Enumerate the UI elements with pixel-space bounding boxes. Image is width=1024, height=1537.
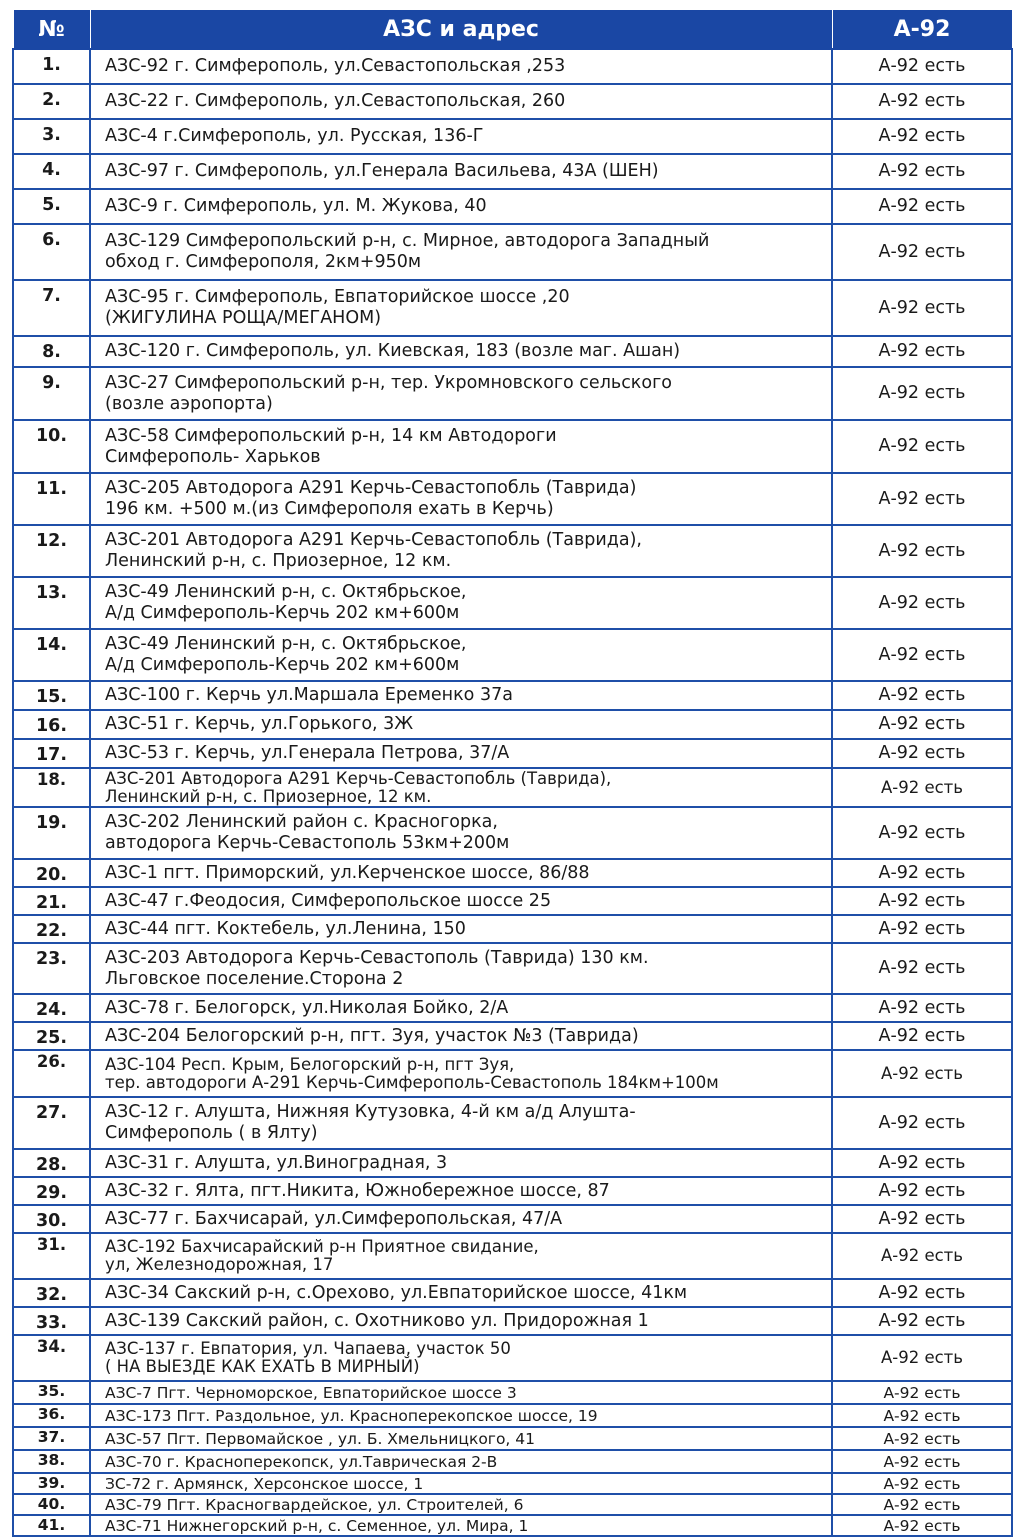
address-line: АЗС-44 пгт. Коктебель, ул.Ленина, 150: [105, 918, 466, 939]
row-number-text: 39.: [37, 1474, 66, 1492]
table-row: [13, 1205, 1012, 1233]
table-row: [13, 367, 1012, 420]
station-address: [90, 577, 832, 629]
fuel-availability: А-92 есть: [832, 1050, 1012, 1097]
address-line: Льговское поселение.Сторона 2: [105, 968, 404, 989]
station-address: [90, 710, 832, 739]
station-address: [90, 119, 832, 154]
address-line: АЗС-53 г. Керчь, ул.Генерала Петрова, 37/А: [105, 743, 510, 763]
row-number-text: 2.: [42, 90, 61, 110]
address-line: АЗС-31 г. Алушта, ул.Виноградная, 3: [105, 1152, 448, 1173]
station-address: [90, 1335, 832, 1381]
row-number: [13, 859, 90, 887]
address-line: (возле аэропорта): [105, 393, 273, 414]
table-row: [13, 1233, 1012, 1279]
fuel-availability: А-92 есть: [832, 807, 1012, 859]
station-address: [90, 84, 832, 119]
row-number: [13, 420, 90, 473]
row-number: [13, 1177, 90, 1205]
row-number-text: 19.: [35, 813, 67, 833]
table-row: [13, 49, 1012, 84]
station-address: [90, 336, 832, 367]
row-number-text: 38.: [37, 1451, 66, 1469]
table-row: [13, 1494, 1012, 1515]
row-number: [13, 84, 90, 119]
fuel-availability: А-92 есть: [832, 887, 1012, 915]
address-line: тер. автодороги А-291 Керчь-Симферополь-Севастополь 184км+100м: [105, 1072, 719, 1092]
station-address: [90, 1050, 832, 1097]
station-address: [90, 681, 832, 710]
fuel-availability: А-92 есть: [832, 525, 1012, 577]
address-line: АЗС-201 Автодорога А291 Керчь-Севастопобль (Таврида),: [105, 768, 612, 788]
table-row: [13, 768, 1012, 807]
address-line: АЗС-34 Сакский р-н, с.Орехово, ул.Евпаторийское шоссе, 41км: [105, 1282, 688, 1303]
fuel-availability: А-92 есть: [832, 710, 1012, 739]
fuel-availability: А-92 есть: [832, 224, 1012, 280]
row-number: [13, 1404, 90, 1427]
address-line: (ЖИГУЛИНА РОЩА/МЕГАНОМ): [105, 308, 382, 328]
row-number: [13, 119, 90, 154]
row-number-text: 40.: [37, 1495, 66, 1513]
table-row: [13, 915, 1012, 943]
table-row: [13, 84, 1012, 119]
address-line: АЗС-202 Ленинский район с. Красногорка,: [105, 812, 498, 832]
table-row: [13, 1307, 1012, 1335]
station-address: [90, 1450, 832, 1473]
station-address: [90, 887, 832, 915]
address-line: Симферополь ( в Ялту): [105, 1123, 318, 1143]
row-number-text: 36.: [37, 1405, 66, 1423]
station-address: [90, 154, 832, 189]
row-number-text: 10.: [35, 426, 67, 446]
row-number-text: 29.: [35, 1183, 67, 1203]
row-number: [13, 1233, 90, 1279]
address-line: АЗС-100 г. Керчь ул.Маршала Еременко 37а: [105, 685, 513, 705]
table-row: [13, 1450, 1012, 1473]
row-number: [13, 1494, 90, 1515]
fuel-availability: А-92 есть: [832, 1022, 1012, 1050]
header-number: №: [13, 10, 90, 50]
address-line: АЗС-9 г. Симферополь, ул. М. Жукова, 40: [105, 196, 487, 216]
fuel-availability: А-92 есть: [832, 1494, 1012, 1515]
row-number-text: 21.: [35, 893, 67, 913]
address-line: А/д Симферополь-Керчь 202 км+600м: [105, 655, 460, 675]
fuel-availability: А-92 есть: [832, 473, 1012, 525]
address-line: обход г. Симферополя, 2км+950м: [105, 252, 422, 272]
address-line: ул, Железнодорожная, 17: [105, 1255, 334, 1274]
fuel-availability: А-92 есть: [832, 84, 1012, 119]
station-address: [90, 1515, 832, 1536]
station-address: [90, 1022, 832, 1050]
station-address: [90, 807, 832, 859]
table-row: [13, 1404, 1012, 1427]
station-address: [90, 768, 832, 807]
row-number: [13, 1050, 90, 1097]
row-number-text: 24.: [35, 1000, 67, 1020]
row-number-text: 6.: [42, 230, 61, 250]
table-row: [13, 887, 1012, 915]
fuel-station-table: [12, 9, 1013, 1537]
row-number: [13, 1427, 90, 1450]
fuel-availability: А-92 есть: [832, 420, 1012, 473]
station-address: [90, 280, 832, 336]
table-row: [13, 1427, 1012, 1450]
address-line: АЗС-4 г.Симферополь, ул. Русская, 136-Г: [105, 126, 484, 146]
row-number: [13, 994, 90, 1022]
fuel-availability: А-92 есть: [832, 629, 1012, 681]
fuel-availability: А-92 есть: [832, 1381, 1012, 1404]
table-row: [13, 1279, 1012, 1307]
address-line: АЗС-7 Пгт. Черноморское, Евпаторийское шоссе 3: [105, 1383, 517, 1402]
table-row: [13, 1381, 1012, 1404]
station-address: [90, 189, 832, 224]
row-number: [13, 1149, 90, 1177]
address-line: автодорога Керчь-Севастополь 53км+200м: [105, 833, 510, 853]
station-address: [90, 367, 832, 420]
station-address: [90, 943, 832, 994]
row-number: [13, 1473, 90, 1494]
row-number-text: 41.: [37, 1516, 66, 1534]
address-line: АЗС-49 Ленинский р-н, с. Октябрьское,: [105, 634, 467, 654]
station-address: [90, 1177, 832, 1205]
row-number-text: 30.: [35, 1211, 67, 1231]
fuel-availability: А-92 есть: [832, 1307, 1012, 1335]
fuel-availability: А-92 есть: [832, 943, 1012, 994]
address-line: АЗС-205 Автодорога А291 Керчь-Севастопобль (Таврида): [105, 478, 637, 498]
row-number-text: 31.: [36, 1235, 67, 1254]
table-row: [13, 807, 1012, 859]
address-line: АЗС-57 Пгт. Первомайское , ул. Б. Хмельницкого, 41: [105, 1429, 536, 1448]
table-row: [13, 629, 1012, 681]
row-number-text: 13.: [35, 583, 67, 603]
address-line: АЗС-22 г. Симферополь, ул.Севастопольская, 260: [105, 91, 566, 111]
address-line: АЗС-92 г. Симферополь, ул.Севастопольская ,253: [105, 56, 566, 76]
fuel-availability: А-92 есть: [832, 154, 1012, 189]
address-line: Ленинский р-н, с. Приозерное, 12 км.: [105, 786, 432, 806]
station-address: [90, 1381, 832, 1404]
row-number: [13, 1381, 90, 1404]
fuel-availability: А-92 есть: [832, 1404, 1012, 1427]
table-row: [13, 154, 1012, 189]
address-line: АЗС-51 г. Керчь, ул.Горького, 3Ж: [105, 714, 414, 734]
address-line: АЗС-129 Симферопольский р-н, с. Мирное, автодорога Западный: [105, 231, 710, 251]
station-address: [90, 473, 832, 525]
row-number: [13, 473, 90, 525]
fuel-availability: А-92 есть: [832, 1177, 1012, 1205]
row-number-text: 11.: [35, 479, 67, 499]
table-row: [13, 710, 1012, 739]
fuel-availability: А-92 есть: [832, 1233, 1012, 1279]
table-row: [13, 473, 1012, 525]
row-number-text: 27.: [35, 1103, 67, 1123]
table-body: [13, 49, 1012, 1536]
station-address: [90, 1494, 832, 1515]
row-number-text: 9.: [42, 373, 61, 393]
address-line: АЗС-77 г. Бахчисарай, ул.Симферопольская, 47/А: [105, 1208, 563, 1229]
address-line: ( НА ВЫЕЗДЕ КАК ЕХАТЬ В МИРНЫЙ): [105, 1357, 420, 1376]
table-row: [13, 1177, 1012, 1205]
fuel-availability: А-92 есть: [832, 859, 1012, 887]
row-number: [13, 1335, 90, 1381]
row-number-text: 33.: [35, 1313, 67, 1333]
row-number-text: 17.: [35, 745, 67, 765]
station-address: [90, 859, 832, 887]
row-number: [13, 1205, 90, 1233]
address-line: АЗС-49 Ленинский р-н, с. Октябрьское,: [105, 582, 467, 602]
address-line: АЗС-192 Бахчисарайский р-н Приятное свидание,: [105, 1237, 539, 1256]
row-number: [13, 224, 90, 280]
row-number: [13, 739, 90, 768]
row-number: [13, 49, 90, 84]
fuel-availability: А-92 есть: [832, 1205, 1012, 1233]
address-line: АЗС-79 Пгт. Красногвардейское, ул. Строителей, 6: [105, 1495, 524, 1514]
address-line: АЗС-70 г. Красноперекопск, ул.Таврическая 2-В: [105, 1452, 498, 1471]
station-address: [90, 525, 832, 577]
table-row: [13, 943, 1012, 994]
row-number: [13, 629, 90, 681]
table-row: [13, 189, 1012, 224]
fuel-availability: А-92 есть: [832, 189, 1012, 224]
address-line: АЗС-203 Автодорога Керчь-Севастополь (Таврида) 130 км.: [105, 947, 649, 968]
row-number: [13, 1307, 90, 1335]
address-line: АЗС-137 г. Евпатория, ул. Чапаева, участок 50: [105, 1339, 511, 1358]
station-address: [90, 1404, 832, 1427]
row-number-text: 32.: [35, 1285, 67, 1305]
address-line: АЗС-12 г. Алушта, Нижняя Кутузовка, 4-й км а/д Алушта-: [105, 1102, 636, 1122]
row-number: [13, 768, 90, 807]
header-fuel: А-92: [832, 10, 1012, 50]
row-number-text: 34.: [36, 1337, 67, 1356]
table-row: [13, 1473, 1012, 1494]
row-number: [13, 367, 90, 420]
row-number-text: 18.: [36, 770, 67, 789]
address-line: АЗС-1 пгт. Приморский, ул.Керченское шоссе, 86/88: [105, 862, 590, 883]
fuel-availability: А-92 есть: [832, 336, 1012, 367]
address-line: АЗС-27 Симферопольский р-н, тер. Укромновского сельского: [105, 372, 672, 393]
station-address: [90, 49, 832, 84]
row-number-text: 20.: [35, 865, 67, 885]
address-line: АЗС-104 Респ. Крым, Белогорский р-н, пгт Зуя,: [105, 1054, 515, 1074]
table-row: [13, 1050, 1012, 1097]
row-number: [13, 1450, 90, 1473]
row-number: [13, 915, 90, 943]
address-line: АЗС-32 г. Ялта, пгт.Никита, Южнобережное шоссе, 87: [105, 1180, 610, 1201]
row-number: [13, 887, 90, 915]
row-number-text: 15.: [35, 687, 67, 707]
station-address: [90, 1473, 832, 1494]
address-line: АЗС-47 г.Феодосия, Симферопольское шоссе 25: [105, 890, 552, 911]
table-row: [13, 681, 1012, 710]
address-line: АЗС-120 г. Симферополь, ул. Киевская, 183 (возле маг. Ашан): [105, 341, 681, 361]
table-row: [13, 739, 1012, 768]
table-row: [13, 336, 1012, 367]
fuel-availability: А-92 есть: [832, 1149, 1012, 1177]
table-row: [13, 119, 1012, 154]
row-number-text: 22.: [35, 921, 67, 941]
fuel-availability: А-92 есть: [832, 915, 1012, 943]
station-address: [90, 1233, 832, 1279]
address-line: Симферополь- Харьков: [105, 446, 321, 467]
station-address: [90, 1097, 832, 1149]
table-row: [13, 420, 1012, 473]
fuel-availability: А-92 есть: [832, 577, 1012, 629]
table-row: [13, 280, 1012, 336]
row-number: [13, 1279, 90, 1307]
row-number-text: 3.: [42, 125, 61, 145]
row-number: [13, 1097, 90, 1149]
station-address: [90, 739, 832, 768]
station-address: [90, 224, 832, 280]
row-number-text: 14.: [35, 635, 67, 655]
table-row: [13, 1149, 1012, 1177]
row-number-text: 16.: [35, 716, 67, 736]
fuel-availability: А-92 есть: [832, 1450, 1012, 1473]
fuel-availability: А-92 есть: [832, 1335, 1012, 1381]
row-number: [13, 943, 90, 994]
row-number: [13, 1515, 90, 1536]
address-line: АЗС-78 г. Белогорск, ул.Николая Бойко, 2/А: [105, 997, 509, 1018]
row-number-text: 35.: [37, 1382, 66, 1400]
station-address: [90, 1279, 832, 1307]
station-address: [90, 629, 832, 681]
row-number-text: 26.: [36, 1052, 67, 1071]
address-line: АЗС-173 Пгт. Раздольное, ул. Красноперекопское шоссе, 19: [105, 1406, 598, 1425]
row-number-text: 5.: [42, 195, 61, 215]
station-address: [90, 915, 832, 943]
row-number: [13, 807, 90, 859]
row-number-text: 37.: [37, 1428, 66, 1446]
table-row: [13, 1022, 1012, 1050]
table-row: [13, 224, 1012, 280]
row-number-text: 23.: [35, 949, 67, 969]
table-row: [13, 525, 1012, 577]
table-row: [13, 1335, 1012, 1381]
row-number: [13, 189, 90, 224]
fuel-availability: А-92 есть: [832, 768, 1012, 807]
row-number-text: 1.: [42, 55, 61, 75]
station-address: [90, 1307, 832, 1335]
table-row: [13, 577, 1012, 629]
address-line: АЗС-139 Сакский район, с. Охотниково ул. Придорожная 1: [105, 1310, 649, 1331]
row-number: [13, 681, 90, 710]
address-line: АЗС-97 г. Симферополь, ул.Генерала Васильева, 43А (ШЕН): [105, 161, 659, 181]
table-row: [13, 1097, 1012, 1149]
row-number: [13, 280, 90, 336]
address-line: АЗС-95 г. Симферополь, Евпаторийское шоссе ,20: [105, 287, 570, 307]
station-address: [90, 1427, 832, 1450]
table-row: [13, 1515, 1012, 1536]
fuel-availability: А-92 есть: [832, 367, 1012, 420]
address-line: АЗС-58 Симферопольский р-н, 14 км Автодороги: [105, 425, 557, 446]
address-line: АЗС-201 Автодорога А291 Керчь-Севастопобль (Таврида),: [105, 530, 642, 550]
fuel-availability: А-92 есть: [832, 280, 1012, 336]
fuel-availability: А-92 есть: [832, 49, 1012, 84]
fuel-availability: А-92 есть: [832, 1279, 1012, 1307]
fuel-availability: А-92 есть: [832, 1097, 1012, 1149]
fuel-availability: А-92 есть: [832, 739, 1012, 768]
address-line: АЗС-71 Нижнегорский р-н, с. Семенное, ул. Мира, 1: [105, 1516, 529, 1535]
address-line: Ленинский р-н, с. Приозерное, 12 км.: [105, 551, 452, 571]
row-number-text: 7.: [42, 286, 61, 306]
row-number: [13, 525, 90, 577]
row-number: [13, 1022, 90, 1050]
row-number: [13, 577, 90, 629]
row-number-text: 25.: [35, 1028, 67, 1048]
fuel-availability: А-92 есть: [832, 1427, 1012, 1450]
address-line: 196 км. +500 м.(из Симферополя ехать в Керчь): [105, 499, 554, 519]
fuel-availability: А-92 есть: [832, 119, 1012, 154]
address-line: АЗС-204 Белогорский р-н, пгт. Зуя, участок №3 (Таврида): [105, 1025, 639, 1046]
fuel-availability: А-92 есть: [832, 1473, 1012, 1494]
station-address: [90, 1149, 832, 1177]
table-row: [13, 994, 1012, 1022]
table-row: [13, 859, 1012, 887]
address-line: А/д Симферополь-Керчь 202 км+600м: [105, 603, 460, 623]
address-line: ЗС-72 г. Армянск, Херсонское шоссе, 1: [105, 1474, 424, 1493]
fuel-availability: А-92 есть: [832, 681, 1012, 710]
station-address: [90, 1205, 832, 1233]
fuel-station-table-container: [12, 9, 1011, 1537]
fuel-availability: А-92 есть: [832, 994, 1012, 1022]
row-number: [13, 710, 90, 739]
row-number-text: 8.: [42, 342, 61, 362]
table-header-row: [13, 10, 1012, 50]
header-address: АЗС и адрес: [90, 10, 832, 50]
row-number: [13, 336, 90, 367]
station-address: [90, 420, 832, 473]
row-number-text: 4.: [42, 160, 61, 180]
station-address: [90, 994, 832, 1022]
row-number: [13, 154, 90, 189]
row-number-text: 28.: [35, 1155, 67, 1175]
row-number-text: 12.: [35, 531, 67, 551]
fuel-availability: А-92 есть: [832, 1515, 1012, 1536]
